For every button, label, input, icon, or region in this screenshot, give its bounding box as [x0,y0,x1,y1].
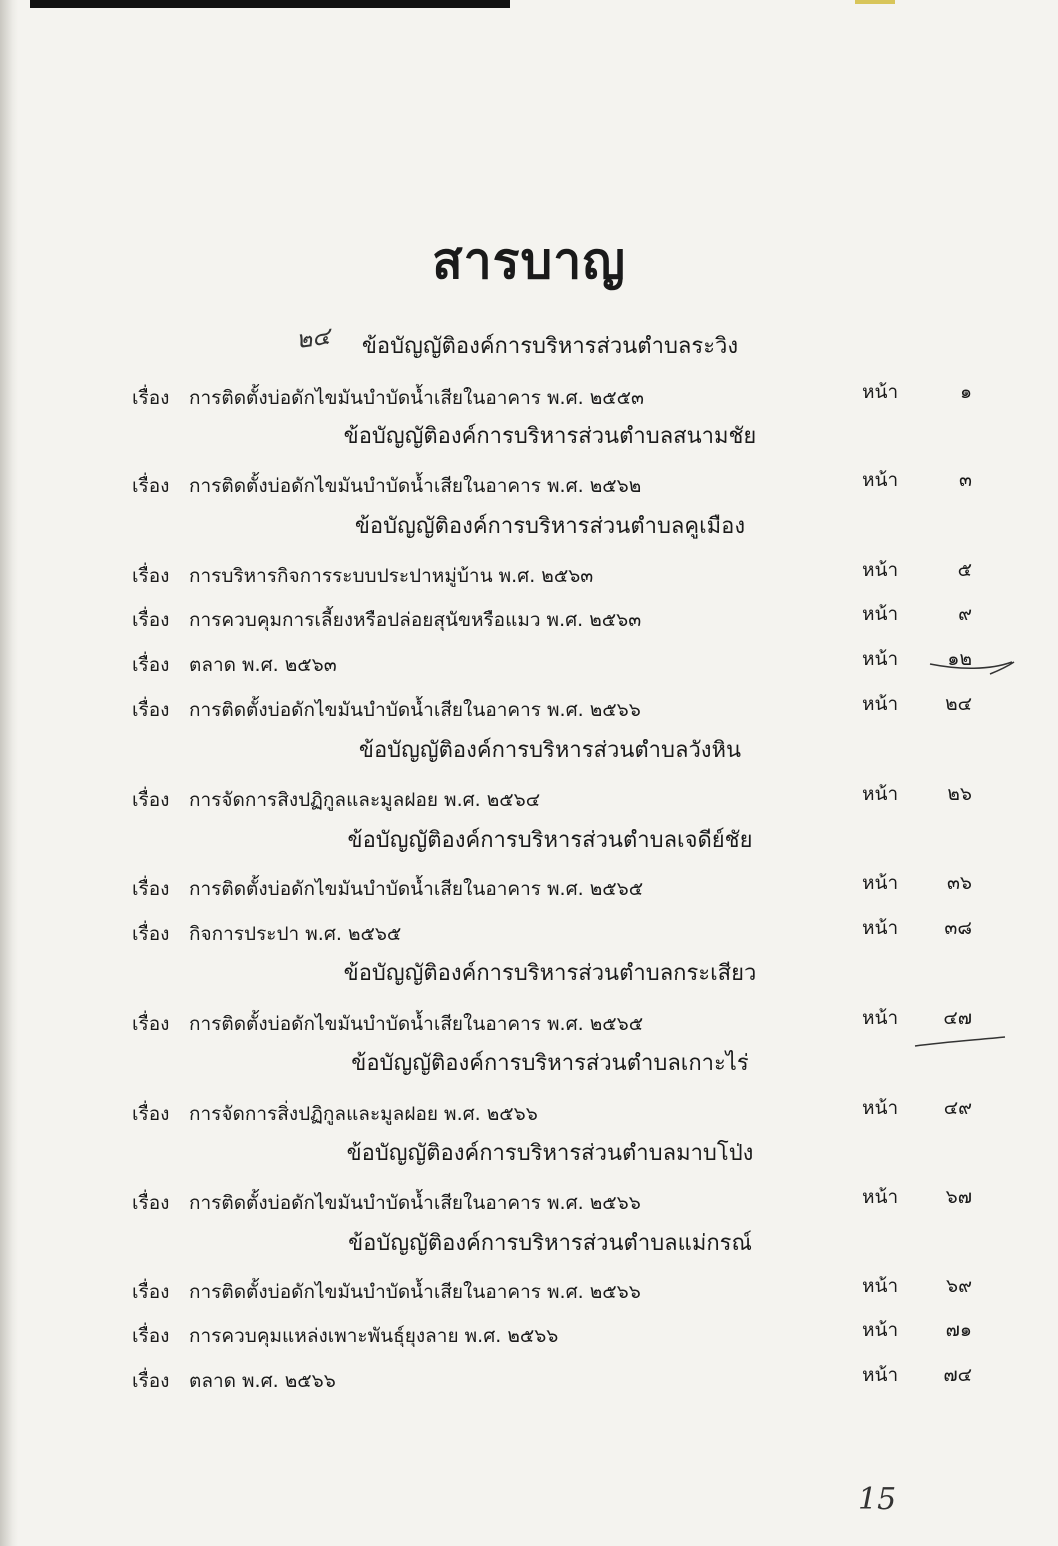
page-label: หน้า [862,693,899,715]
page-number: ๓๘ [944,917,972,939]
toc-entry [132,1009,982,1039]
toc-entry [132,1099,982,1129]
entry-prefix: เรื่อง [132,654,170,676]
section-heading: ข้อบัญญัติองค์การบริหารส่วนตำบลระวิง [361,334,739,359]
entry-title: การควบคุมการเลี้ยงหรือปล่อยสุนัขหรือแมว พ.ศ. ๒๕๖๓ [189,609,642,631]
page-label: หน้า [862,1364,899,1386]
page-number: ๓ [959,469,972,491]
page-number: ๓๖ [946,872,972,894]
entry-prefix: เรื่อง [132,1325,170,1347]
page-label: หน้า [862,648,899,670]
top-yellow-mark [855,0,895,4]
handwritten-top-note: ๒๔ [294,321,332,355]
section-heading: ข้อบัญญัติองค์การบริหารส่วนตำบลสนามชัย [343,424,757,449]
page-number: ๒๔ [945,693,972,715]
page-label: หน้า [862,783,899,805]
handwritten-line-mark [915,1032,1010,1052]
entry-prefix: เรื่อง [132,789,170,811]
entry-prefix: เรื่อง [132,878,170,900]
page-label: หน้า [862,381,899,403]
entry-title: การติดตั้งบ่อดักไขมันบำบัดน้ำเสียในอาคาร พ.ศ. ๒๕๖๕ [189,878,644,900]
toc-entry [132,383,982,413]
page-label: หน้า [862,559,899,581]
page-number: ๑๒ [947,648,972,670]
entry-title: ตลาด พ.ศ. ๒๕๖๖ [189,1370,336,1392]
entry-prefix: เรื่อง [132,923,170,945]
page-number: ๖๙ [946,1275,972,1297]
toc-entry [132,605,982,635]
toc-entry [132,471,982,501]
entry-prefix: เรื่อง [132,699,170,721]
page-label: หน้า [862,1319,899,1341]
top-edge-strip [30,0,510,8]
section-heading: ข้อบัญญัติองค์การบริหารส่วนตำบลเกาะไร่ [351,1051,749,1076]
toc-entry [132,1366,982,1396]
page-label: หน้า [862,872,899,894]
page-label: หน้า [862,1007,899,1029]
entry-title: การบริหารกิจการระบบประปาหมู่บ้าน พ.ศ. ๒๕๖๓ [189,565,594,587]
page-number: ๕ [957,559,972,581]
page-label: หน้า [862,1275,899,1297]
page-number: ๙ [958,603,972,625]
entry-title: ตลาด พ.ศ. ๒๕๖๓ [189,654,337,676]
toc-entry [132,785,982,815]
entry-title: การควบคุมแหล่งเพาะพันธุ์ยุงลาย พ.ศ. ๒๕๖๖ [189,1325,559,1347]
entry-prefix: เรื่อง [132,475,170,497]
page-number: ๑ [959,381,972,403]
section-heading: ข้อบัญญัติองค์การบริหารส่วนตำบลวังหิน [358,738,742,763]
page-label: หน้า [862,603,899,625]
section-heading: ข้อบัญญัติองค์การบริหารส่วนตำบลกระเสียว [343,961,757,986]
toc-entry [132,695,982,725]
page-number: ๖๗ [945,1186,972,1208]
section-heading: ข้อบัญญัติองค์การบริหารส่วนตำบลเจดีย์ชัย [347,828,753,853]
page-number: ๒๖ [947,783,972,805]
page-number: ๗๔ [943,1364,972,1386]
page-number: ๔๙ [943,1097,972,1119]
toc-entry [132,1277,982,1307]
section-heading: ข้อบัญญัติองค์การบริหารส่วนตำบลคูเมือง [354,514,746,539]
entry-prefix: เรื่อง [132,387,170,409]
toc-entry [132,874,982,904]
page-label: หน้า [862,1097,899,1119]
page-label: หน้า [862,917,899,939]
toc-entry [132,919,982,949]
entry-title: การติดตั้งบ่อดักไขมันบำบัดน้ำเสียในอาคาร พ.ศ. ๒๕๖๖ [189,1281,641,1303]
page-label: หน้า [862,1186,899,1208]
entry-title: การจัดการสิงปฏิกูลและมูลฝอย พ.ศ. ๒๕๖๔ [189,789,541,811]
entry-title: การติดตั้งบ่อดักไขมันบำบัดน้ำเสียในอาคาร พ.ศ. ๒๕๖๖ [189,699,641,721]
section-heading: ข้อบัญญัติองค์การบริหารส่วนตำบลมาบโป่ง [346,1141,754,1166]
page-title: สารบาญ [432,232,626,290]
entry-prefix: เรื่อง [132,1370,170,1392]
section-heading: ข้อบัญญัติองค์การบริหารส่วนตำบลแม่กรณ์ [348,1231,752,1256]
entry-title: การติดตั้งบ่อดักไขมันบำบัดน้ำเสียในอาคาร พ.ศ. ๒๕๕๓ [189,387,644,409]
page-number: ๔๗ [943,1007,972,1029]
toc-entry [132,650,982,680]
entry-prefix: เรื่อง [132,1281,170,1303]
entry-prefix: เรื่อง [132,1013,170,1035]
handwritten-underline-mark [930,650,1020,680]
entry-prefix: เรื่อง [132,1192,170,1214]
entry-title: การติดตั้งบ่อดักไขมันบำบัดน้ำเสียในอาคาร พ.ศ. ๒๕๖๕ [189,1013,644,1035]
toc-entry [132,1188,982,1218]
entry-prefix: เรื่อง [132,1103,170,1125]
handwritten-page-number: 15 [858,1482,897,1517]
entry-title: การติดตั้งบ่อดักไขมันบำบัดน้ำเสียในอาคาร พ.ศ. ๒๕๖๖ [189,1192,641,1214]
toc-entry [132,1321,982,1351]
entry-prefix: เรื่อง [132,565,170,587]
entry-title: การจัดการสิ่งปฏิกูลและมูลฝอย พ.ศ. ๒๕๖๖ [189,1103,538,1125]
entry-title: กิจการประปา พ.ศ. ๒๕๖๕ [189,923,402,945]
entry-prefix: เรื่อง [132,609,170,631]
page-number: ๗๑ [945,1319,972,1341]
toc-entry [132,561,982,591]
entry-title: การติดตั้งบ่อดักไขมันบำบัดน้ำเสียในอาคาร พ.ศ. ๒๕๖๒ [189,475,642,497]
page-label: หน้า [862,469,899,491]
